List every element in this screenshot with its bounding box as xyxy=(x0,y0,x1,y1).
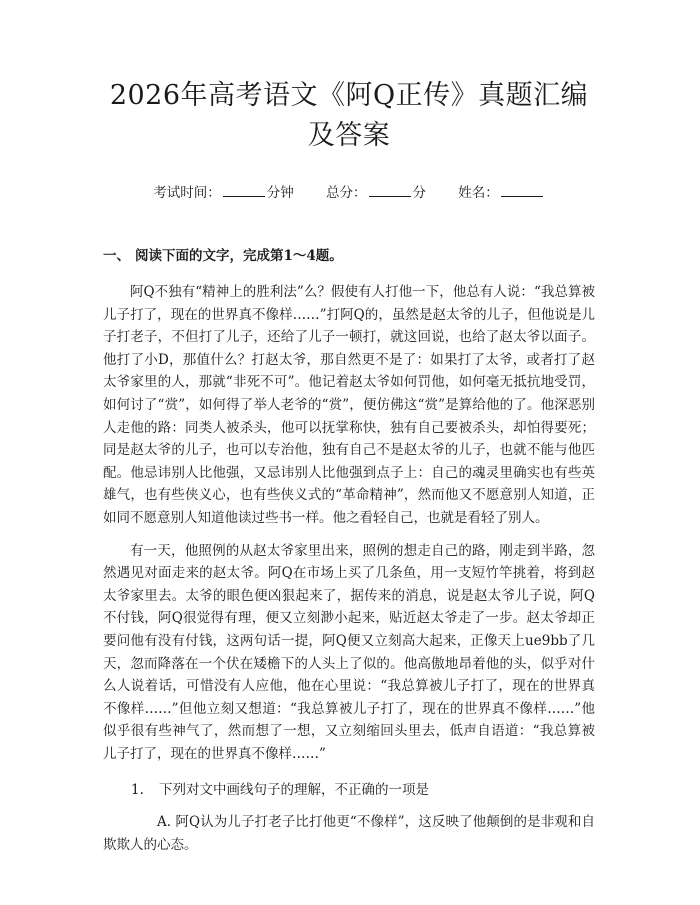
passage-paragraph-1: 阿Q不独有“精神上的胜利法”么？假使有人打他一下，他总有人说：“我总算被儿子打了，现在的世界真不像样……”打阿Q的，虽然是赵太爷的儿子，但他说是儿子打老子，不但打了儿子，还给了儿子一顿打，就这回说，也给了赵太爷以面子。他打了小D，那值什么？打赵太爷，那自然更不是了：如果打了太爷，或者打了赵太爷家里的人，那就“非死不可”。他记着赵太爷如何罚他，如何毫无抵抗地受罚，如何讨了“赏”，如何得了举人老爷的“赏”，便仿佛这“赏”是算给他的了。他深恶别人走他的路：同类人被杀头，他可以抚掌称快，独有自己要被杀头，却怕得要死；同是赵太爷的儿子，也可以专治他，独有自己不是赵太爷的儿子，也就不能与他匹配。他忌讳别人比他强，又忌讳别人比他强到点子上：自己的魂灵里确实也有些英雄气，也有些侠义心，也有些侠义式的“革命精神”，然而他又不愿意别人知道，正如同不愿意别人知道他读过些书一样。他之看轻自己，也就是看轻了别人。 xyxy=(103,284,595,526)
question-number: 1. xyxy=(131,782,144,799)
section-number: 一、 xyxy=(103,248,130,264)
question-1 xyxy=(103,779,595,801)
option-a: A. 阿Q认为儿子打老子比打他更“不像样”，这反映了他颠倒的是非观和自欺欺人的心态。 xyxy=(103,814,595,854)
section-heading-text: 阅读下面的文字，完成第1～4题。 xyxy=(135,248,343,264)
passage-paragraph-2: 有一天，他照例的从赵太爷家里出来，照例的想走自己的路，刚走到半路，忽然遇见对面走来的赵太爷。阿Q在市场上买了几条鱼，用一支短竹竿挑着，将到赵太爷家里去。太爷的眼色便凶狠起来了，据传来的消息，说是赵太爷儿子说，阿Q不付钱，阿Q很觉得有理，便又立刻渺小起来，贴近赵太爷走了一步。赵太爷却正要问他有没有付钱，这两句话一提，阿Q便又立刻高大起来，正像天上ue9bb了几天，忽而降落在一个伏在矮檐下的人头上了似的。他高傲地昂着他的头，似乎对什么人说着话，可惜没有人应他，他在心里说：“我总算被儿子打了，现在的世界真不像样……”但他立刻又想道：“我总算被儿子打了，现在的世界真不像样……”他似乎很有些神气了，然而想了一想，又立刻缩回头里去，低声自语道：“我总算被儿子打了，现在的世界真不像样……” xyxy=(103,542,595,762)
section-heading xyxy=(103,245,595,267)
exam-time-field xyxy=(153,182,294,203)
question-text: 下列对文中画线句子的理解，不正确的一项是 xyxy=(159,782,429,799)
exam-time-blank xyxy=(223,182,265,197)
student-name-field xyxy=(458,182,545,203)
exam-time-unit: 分钟 xyxy=(266,185,294,201)
exam-info-line xyxy=(103,182,595,203)
page-title: 2026年高考语文《阿Q正传》真题汇编及答案 xyxy=(109,80,589,151)
total-score-label: 总分： xyxy=(326,185,367,201)
student-name-label: 姓名： xyxy=(458,185,499,201)
student-name-blank xyxy=(501,182,543,197)
total-score-blank xyxy=(369,182,411,197)
total-score-field xyxy=(326,182,426,203)
total-score-unit: 分 xyxy=(412,185,426,201)
exam-time-label: 考试时间： xyxy=(153,185,221,201)
